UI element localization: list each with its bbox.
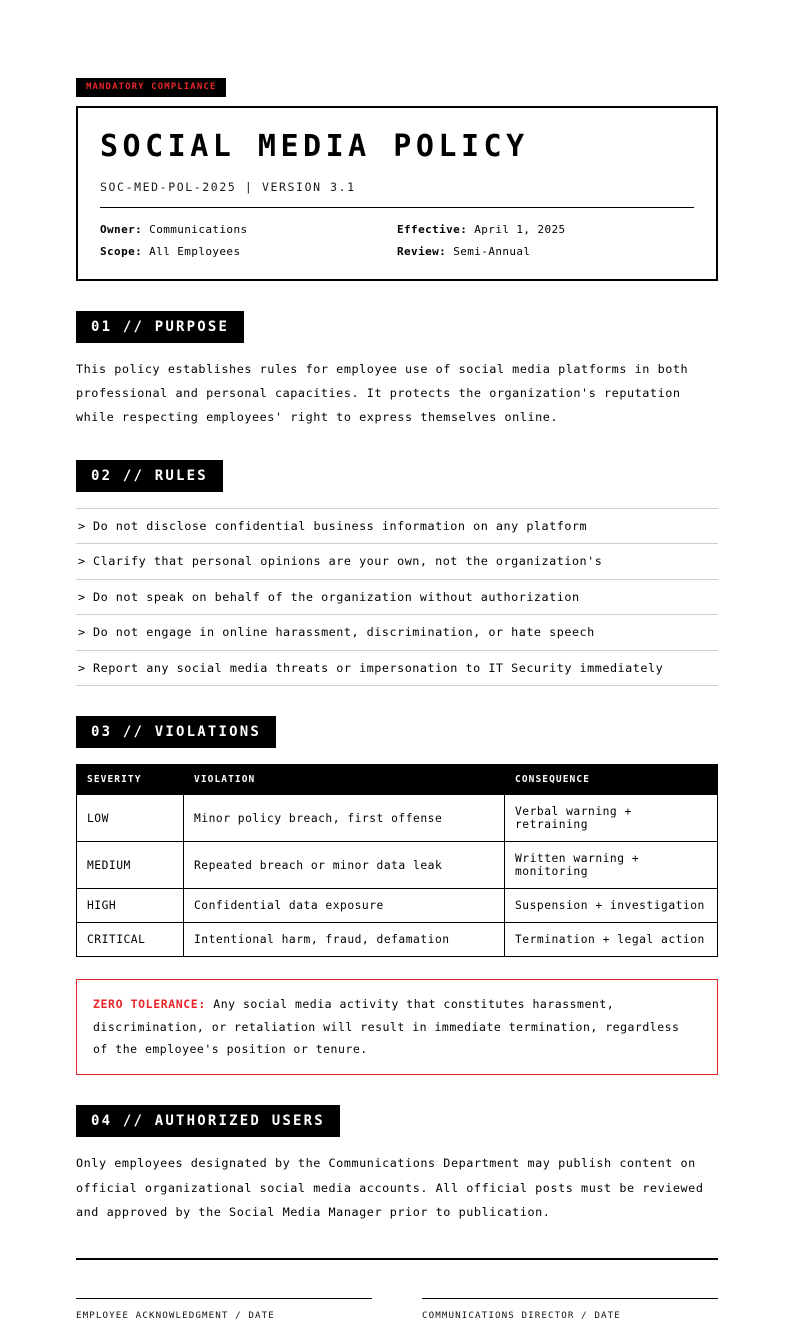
table-row — [77, 842, 718, 889]
list-item-label: Do not disclose confidential business information on any platform — [93, 518, 588, 533]
document-content — [76, 74, 718, 1321]
page-title: SOCIAL MEDIA POLICY — [100, 129, 529, 164]
list-item-label: Report any social media threats or impersonation to IT Security immediately — [93, 660, 664, 675]
document-reference: SOC-MED-POL-2025 | VERSION 3.1 — [100, 180, 356, 194]
footer-divider — [76, 1258, 718, 1260]
metadata-effective-value: April 1, 2025 — [474, 223, 566, 236]
table-header-row — [77, 765, 718, 795]
zero-tolerance-label: ZERO TOLERANCE: — [93, 997, 206, 1012]
metadata-scope-value: All Employees — [149, 245, 241, 258]
metadata-owner-key: Owner: — [100, 223, 143, 236]
caret-icon: > — [78, 660, 86, 675]
cell-consequence: Verbal warning + retraining — [505, 795, 718, 842]
list-item-label: Clarify that personal opinions are your own, not the organization's — [93, 554, 603, 569]
cell-violation: Confidential data exposure — [184, 889, 505, 923]
table-row — [77, 923, 718, 957]
signature-label-employee: EMPLOYEE ACKNOWLEDGMENT / DATE — [76, 1309, 275, 1321]
status-badge: MANDATORY COMPLIANCE — [76, 78, 226, 97]
cell-severity: LOW — [77, 795, 184, 842]
list-item — [76, 651, 718, 687]
cell-violation: Repeated breach or minor data leak — [184, 842, 505, 889]
caret-icon: > — [78, 554, 86, 569]
cell-consequence: Written warning + monitoring — [505, 842, 718, 889]
metadata-effective — [397, 219, 694, 241]
violations-table — [76, 764, 718, 957]
signature-label-director: COMMUNICATIONS DIRECTOR / DATE — [422, 1309, 621, 1321]
title-block — [76, 106, 718, 281]
caret-icon: > — [78, 589, 86, 604]
list-item — [76, 615, 718, 651]
section-body-authorized-users: Only employees designated by the Communications Department may publish content on official organizational social media accounts. All official posts must be reviewed and approved by the Social Media Manager prior to publication. — [76, 1156, 704, 1219]
column-header-violation: VIOLATION — [184, 765, 505, 795]
cell-severity: CRITICAL — [77, 923, 184, 957]
cell-severity: HIGH — [77, 889, 184, 923]
section-header-purpose: 01 // PURPOSE — [76, 311, 244, 343]
cell-violation: Minor policy breach, first offense — [184, 795, 505, 842]
section-body-purpose: This policy establishes rules for employee use of social media platforms in both professional and personal capacities. It protects the organization's reputation while respecting employees' right to express themselves online. — [76, 362, 689, 425]
metadata-grid — [100, 219, 694, 263]
metadata-scope — [100, 241, 397, 263]
section-header-authorized-users: 04 // AUTHORIZED USERS — [76, 1105, 340, 1137]
column-header-consequence: CONSEQUENCE — [505, 765, 718, 795]
list-item-label: Do not engage in online harassment, discrimination, or hate speech — [93, 625, 595, 640]
caret-icon: > — [78, 625, 86, 640]
cell-violation: Intentional harm, fraud, defamation — [184, 923, 505, 957]
list-item — [76, 544, 718, 580]
metadata-review-value: Semi-Annual — [453, 245, 531, 258]
metadata-review — [397, 241, 694, 263]
caret-icon: > — [78, 518, 86, 533]
zero-tolerance-text: Any social media activity that constitutes harassment, discrimination, or retaliation will result in immediate termination, regardless of the employee's position or tenure. — [93, 997, 680, 1056]
zero-tolerance-callout — [76, 979, 718, 1075]
metadata-review-key: Review: — [397, 245, 447, 258]
table-row — [77, 795, 718, 842]
cell-consequence: Suspension + investigation — [505, 889, 718, 923]
rules-list — [76, 508, 718, 687]
column-header-severity: SEVERITY — [77, 765, 184, 795]
divider — [100, 207, 694, 208]
metadata-effective-key: Effective: — [397, 223, 468, 236]
section-header-violations: 03 // VIOLATIONS — [76, 716, 276, 748]
signature-employee — [76, 1298, 372, 1321]
list-item — [76, 509, 718, 545]
section-header-rules: 02 // RULES — [76, 460, 223, 492]
cell-severity: MEDIUM — [77, 842, 184, 889]
signature-director — [422, 1298, 718, 1321]
list-item — [76, 580, 718, 616]
metadata-owner — [100, 219, 397, 241]
table-row — [77, 889, 718, 923]
metadata-scope-key: Scope: — [100, 245, 143, 258]
signature-area — [76, 1298, 718, 1321]
cell-consequence: Termination + legal action — [505, 923, 718, 957]
list-item-label: Do not speak on behalf of the organization without authorization — [93, 589, 580, 604]
metadata-owner-value: Communications — [149, 223, 248, 236]
